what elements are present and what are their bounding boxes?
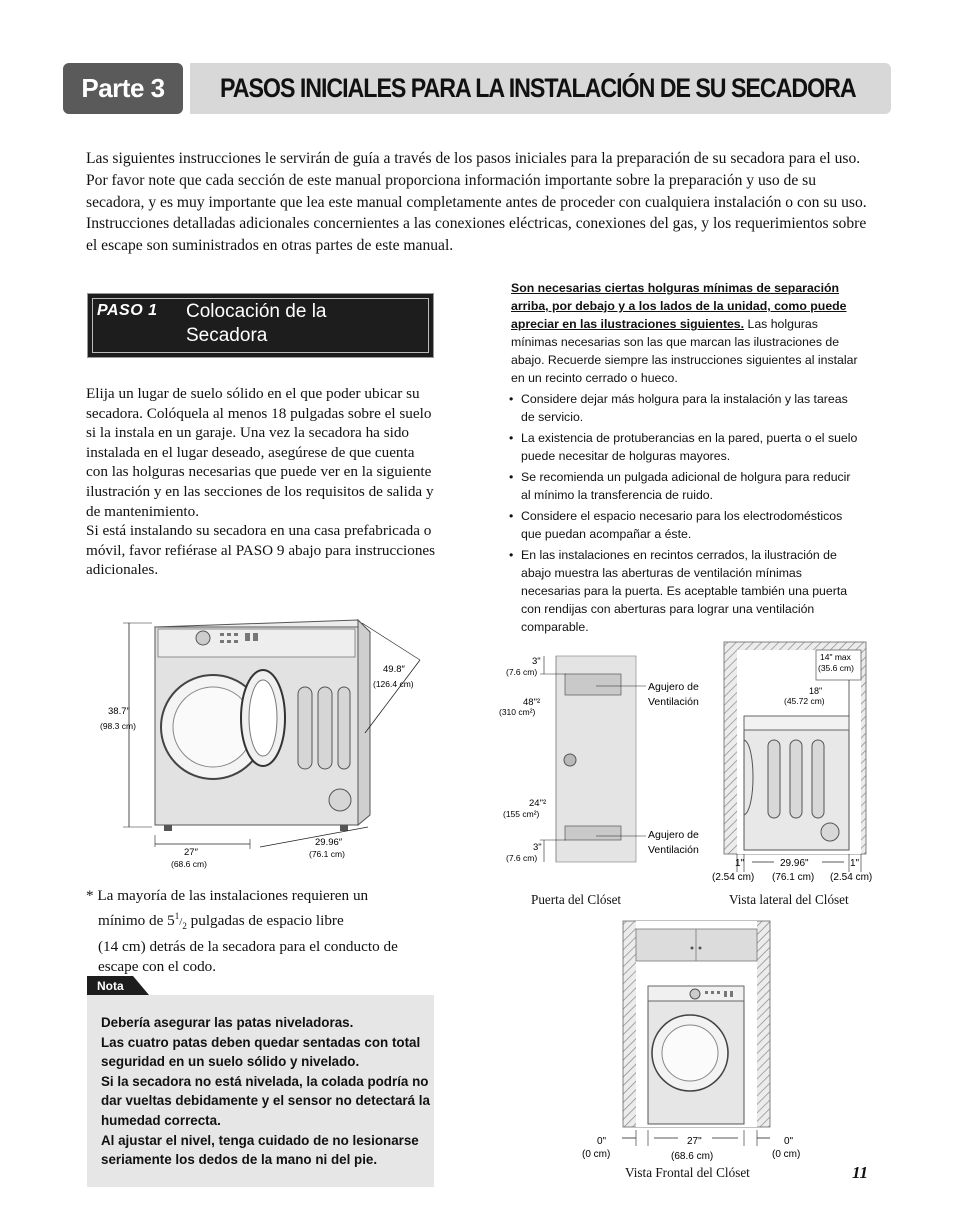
bottom-vent xyxy=(565,826,621,840)
door-caption: Puerta del Clóset xyxy=(531,892,622,907)
fraction-numerator: 1 xyxy=(174,911,180,922)
step-body-p2: Si está instalando su secadora en una casa prefabricada o móvil, favor refiérase al PASO 9 abajo para instrucciones adicionales. xyxy=(86,522,436,579)
door-bot-area-cm: (155 cm²) xyxy=(503,809,540,819)
width-label-in: 27″ xyxy=(184,847,198,858)
side-right-in: 1" xyxy=(850,858,860,869)
closet-side-illustration xyxy=(704,640,886,885)
door-bot-area-in: 24"² xyxy=(529,798,547,809)
clearances-lead-rest: Las holguras mínimas necesarias son las que marcan las ilustraciones de abajo. Recuerde siempre las instrucciones siguientes al instalar en un recinto cerrado o hueco. xyxy=(511,317,858,385)
width-label-cm: (68.6 cm) xyxy=(171,859,207,869)
front-right-in: 0" xyxy=(784,1136,794,1147)
step-body xyxy=(86,384,436,580)
open-label-cm: (126.4 cm) xyxy=(373,679,414,689)
footnote-text-b: pulgadas de espacio libre xyxy=(186,912,344,930)
front-left-in: 0" xyxy=(597,1136,607,1147)
closet-front-illustration xyxy=(578,918,818,1166)
door-knob-icon xyxy=(564,754,576,766)
vent-top-label-2: Ventilación xyxy=(648,696,699,708)
nota-line2: Las cuatro patas deben quedar sentadas con total seguridad en un suelo sólido y nivelado. xyxy=(101,1034,421,1070)
clearances-lead xyxy=(511,279,863,387)
door-bot-gap-in: 3" xyxy=(533,842,542,853)
closet-door-illustration xyxy=(496,648,714,878)
door-top-area-cm: (310 cm²) xyxy=(499,707,536,717)
nota-line4: Al ajustar el nivel, tenga cuidado de no lesionarse seriamente los dedos de la mano ni del pie. xyxy=(101,1132,419,1168)
vent-top-label-1: Agujero de xyxy=(648,681,699,693)
depth-label-in: 29.96″ xyxy=(315,837,343,848)
side-left-cm: (2.54 cm) xyxy=(712,872,755,883)
open-label-in: 49.8″ xyxy=(383,664,405,675)
footnote xyxy=(86,886,431,977)
clearance-bullet-4: • Considere el espacio necesario para los electrodomésticos que puedan acompañar a éste. xyxy=(511,507,863,543)
footnote-line4: escape con el codo. xyxy=(98,957,217,975)
footnote-line2 xyxy=(86,906,431,936)
step-heading-box xyxy=(87,293,434,358)
step-body-p1: Elija un lugar de suelo sólido en el que poder ubicar su secadora. Colóquela al menos 18 pulgadas sobre el suelo si la instala en un garaje. Una vez la secadora ha sido instalada en el lugar deseado, asegúrese de que cuenta con las holguras necesarias que puede ver en la siguiente ilustración y en las secciones de los requisitos de salida y de mantenimiento. xyxy=(86,385,434,520)
nota-line1: Debería asegurar las patas niveladoras. xyxy=(101,1015,354,1030)
dryer-drawing xyxy=(155,620,370,831)
step-title xyxy=(186,300,326,348)
depth-label-cm: (76.1 cm) xyxy=(309,849,345,859)
door-bot-gap-cm: (7.6 cm) xyxy=(506,853,538,863)
nota-line3: Si la secadora no está nivelada, la colada podría no dar vueltas debidamente y el sensor no detectará la humedad correcta. xyxy=(101,1073,430,1128)
nota-tab xyxy=(87,976,149,995)
clearances-text xyxy=(511,279,863,636)
page-number: 11 xyxy=(852,1163,869,1182)
dryer-dimensions-illustration xyxy=(100,615,440,875)
height-label-cm: (98.3 cm) xyxy=(100,721,136,731)
front-width-cm: (68.6 cm) xyxy=(671,1151,714,1162)
door-top-gap-cm: (7.6 cm) xyxy=(506,667,538,677)
top-vent xyxy=(565,674,621,695)
height-label-in: 38.7″ xyxy=(108,706,130,717)
intro-paragraph: Las siguientes instrucciones le servirán de guía a través de los pasos iniciales para la preparación de su secadora para el uso. Por favor note que cada sección de este manual proporciona información importante sobre la preparación y uso de su secadora, y es muy importante que lea este manual completamente antes de proceder con cualquiera instalación o con su uso. Instrucciones detalladas adicionales concernientes a las conexiones eléctricas, conexiones del gas, y los requerimientos sobre el escape son suministrados en otras partes de este manual. xyxy=(86,150,867,255)
side-left-in: 1" xyxy=(735,858,745,869)
nota-text xyxy=(101,1013,431,1170)
part-label: Parte 3 xyxy=(63,63,183,114)
step-label: PASO 1 xyxy=(97,302,158,319)
footnote-text-a: mínimo de 5 xyxy=(98,912,175,930)
step-title-line1: Colocación de la xyxy=(186,301,327,322)
clearances-lead-bold: Son necesarias ciertas holguras mínimas de separación arriba, por debajo y a los lados de la unidad, como puede apreciar en las ilustraciones siguientes. xyxy=(511,281,847,331)
front-width-in: 27" xyxy=(687,1136,702,1147)
side-top-in: 18" xyxy=(809,686,823,696)
side-max-in: 14" max xyxy=(820,652,851,662)
side-max-cm: (35.6 cm) xyxy=(818,663,854,673)
step-title-line2: Secadora xyxy=(186,325,268,346)
door-top-gap-in: 3" xyxy=(532,656,541,667)
depth-dimension-line xyxy=(260,827,368,847)
fraction-slash: / xyxy=(179,916,183,929)
side-depth-in: 29.96" xyxy=(780,858,809,869)
title-bar xyxy=(190,63,891,114)
side-caption: Vista lateral del Clóset xyxy=(729,892,849,907)
footnote-line3: (14 cm) detrás de la secadora para el conducto de xyxy=(98,937,398,955)
fraction-denominator: 2 xyxy=(182,921,187,932)
vent-bot-label-2: Ventilación xyxy=(648,844,699,856)
page-title: PASOS INICIALES PARA LA INSTALACIÓN DE SU SECADORA xyxy=(220,73,856,103)
footnote-line1: * La mayoría de las instalaciones requieren un xyxy=(86,887,369,904)
front-right-cm: (0 cm) xyxy=(772,1149,801,1160)
clearance-bullet-1: • Considere dejar más holgura para la instalación y las tareas de servicio. xyxy=(511,390,863,426)
front-cabinet xyxy=(636,929,757,961)
front-left-cm: (0 cm) xyxy=(582,1149,611,1160)
vent-bot-label-1: Agujero de xyxy=(648,829,699,841)
clearance-bullet-2: • La existencia de protuberancias en la pared, puerta o el suelo puede necesitar de holguras mayores. xyxy=(511,429,863,465)
door-top-area-in: 48"² xyxy=(523,697,541,708)
side-right-cm: (2.54 cm) xyxy=(830,872,873,883)
nota-tab-label: Nota xyxy=(97,979,124,993)
clearance-bullet-5: • En las instalaciones en recintos cerrados, la ilustración de abajo muestra las aberturas de ventilación mínimas necesarias para la puerta. Es aceptable también una puerta con rendijas con aberturas para lograr una ventilación comparable. xyxy=(511,546,863,636)
front-caption: Vista Frontal del Clóset xyxy=(625,1165,750,1180)
side-top-cm: (45.72 cm) xyxy=(784,696,825,706)
side-depth-cm: (76.1 cm) xyxy=(772,872,815,883)
clearance-bullet-3: • Se recomienda un pulgada adicional de holgura para reducir al mínimo la transferencia de ruido. xyxy=(511,468,863,504)
